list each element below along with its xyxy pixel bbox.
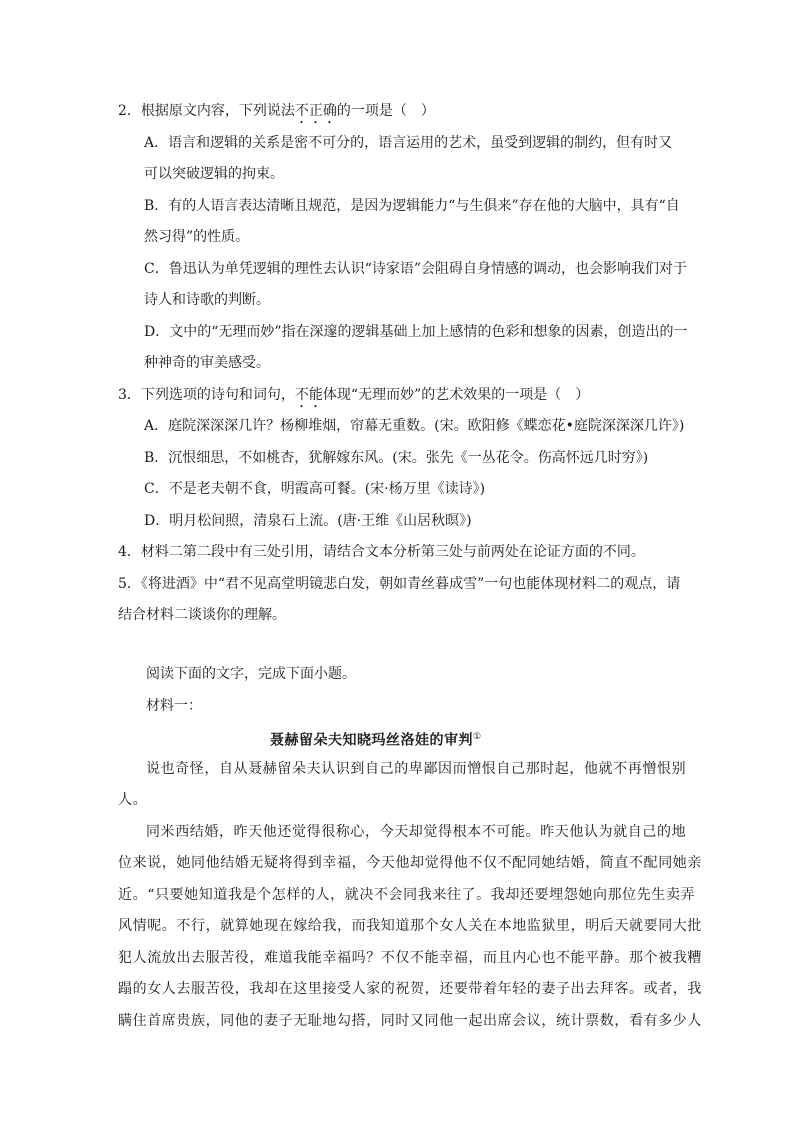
q3-stem: 3．下列选项的诗句和词句，不能体现“无理而妙”的艺术效果的一项是（ ） bbox=[118, 387, 590, 403]
passage-p2-line7: 瞒住首席贵族，同他的妻子无耻地勾搭，同时又同他一起出席会议，统计票数，看有多少人 bbox=[118, 1013, 702, 1029]
q3-option-c: C．不是老夫朝不食，明霞高可餐。(宋·杨万里《读诗》) bbox=[144, 481, 486, 497]
q2-option-d-line1: D．文中的“无理而妙”指在深邃的逻辑基础上加上感情的色彩和想象的因素，创造出的一 bbox=[144, 324, 688, 340]
passage-p2-line5: 犯人流放出去服苦役，难道我能幸福吗？不仅不能幸福，而且内心也不能平静。那个被我糟 bbox=[118, 950, 702, 966]
q2-option-c-line2: 诗人和诗歌的判断。 bbox=[144, 292, 270, 308]
q5-stem-line2: 结合材料二谈谈你的理解。 bbox=[118, 607, 286, 623]
q2-option-c-line1: C．鲁迅认为单凭逻辑的理性去认识“诗家语”会阻碍自身情感的调动，也会影响我们对于 bbox=[144, 261, 688, 277]
passage-p2-line2: 位来说，她同他结婚无疑将得到幸福，今天他却觉得他不仅不配同她结婚，简直不配同她亲 bbox=[118, 855, 702, 871]
q2-stem: 2．根据原文内容，下列说法不正确的一项是（ ） bbox=[118, 103, 435, 119]
q4-stem: 4．材料二第二段中有三处引用，请结合文本分析第三处与前两处在论证方面的不同。 bbox=[118, 544, 645, 560]
q3-option-b: B．沉恨细思，不如桃杏，犹解嫁东风。(宋。张先《一丛花令。伤高怀远几时穷》) bbox=[144, 450, 649, 466]
q2-option-b-line2: 然习得”的性质。 bbox=[144, 229, 250, 245]
q3-option-d: D．明月松间照，清泉石上流。(唐·王维《山居秋暝》) bbox=[144, 513, 472, 529]
q2-option-d-line2: 种神奇的审美感受。 bbox=[144, 355, 270, 371]
passage-p2-line4: 风情呢。不行，就算她现在嫁给我，而我知道那个女人关在本地监狱里，明后天就要同大批 bbox=[118, 918, 702, 934]
passage-p1-line1: 说也奇怪，自从聂赫留朵夫认识到自己的卑鄙因而憎恨自己那时起，他就不再憎恨别 bbox=[146, 761, 687, 777]
footnote-marker: ① bbox=[473, 732, 482, 742]
q3-option-a: A．庭院深深深几许？杨柳堆烟，帘幕无重数。(宋。欧阳修《蝶恋花•庭院深深深几许》) bbox=[144, 418, 685, 434]
passage-p2-line6: 蹋的女人去服苦役，我却在这里接受人家的祝贺，还要带着年轻的妻子出去拜客。或者，我 bbox=[118, 981, 702, 997]
reading-instruction: 阅读下面的文字，完成下面小题。 bbox=[146, 666, 356, 682]
passage-title: 聂赫留朵夫知晓玛丝洛娃的审判① bbox=[270, 732, 482, 749]
material-label: 材料一： bbox=[146, 698, 202, 714]
q2-stem-emphasis: 不正确 bbox=[294, 103, 337, 119]
passage-p2-line3: 近。“只要她知道我是个怎样的人，就决不会同我来往了。我却还要埋怨她向那位先生卖弄 bbox=[118, 887, 696, 903]
q3-stem-emphasis: 不能 bbox=[294, 387, 323, 403]
q2-option-a-line2: 可以突破逻辑的拘束。 bbox=[144, 166, 284, 182]
passage-p2-line1: 同米西结婚，昨天他还觉得很称心，今天却觉得根本不可能。昨天他认为就自己的地 bbox=[146, 824, 687, 840]
q2-option-b-line1: B．有的人语言表达清晰且规范，是因为逻辑能力“与生俱来”存在他的大脑中，具有“自 bbox=[144, 198, 680, 214]
q5-stem-line1: 5．《将进酒》中“君不见高堂明镜悲白发，朝如青丝暮成雪”一句也能体现材料二的观点，请 bbox=[118, 576, 681, 592]
q2-option-a-line1: A．语言和逻辑的关系是密不可分的，语言运用的艺术，虽受到逻辑的制约，但有时又 bbox=[144, 135, 673, 151]
passage-p1-line2: 人。 bbox=[118, 792, 148, 808]
